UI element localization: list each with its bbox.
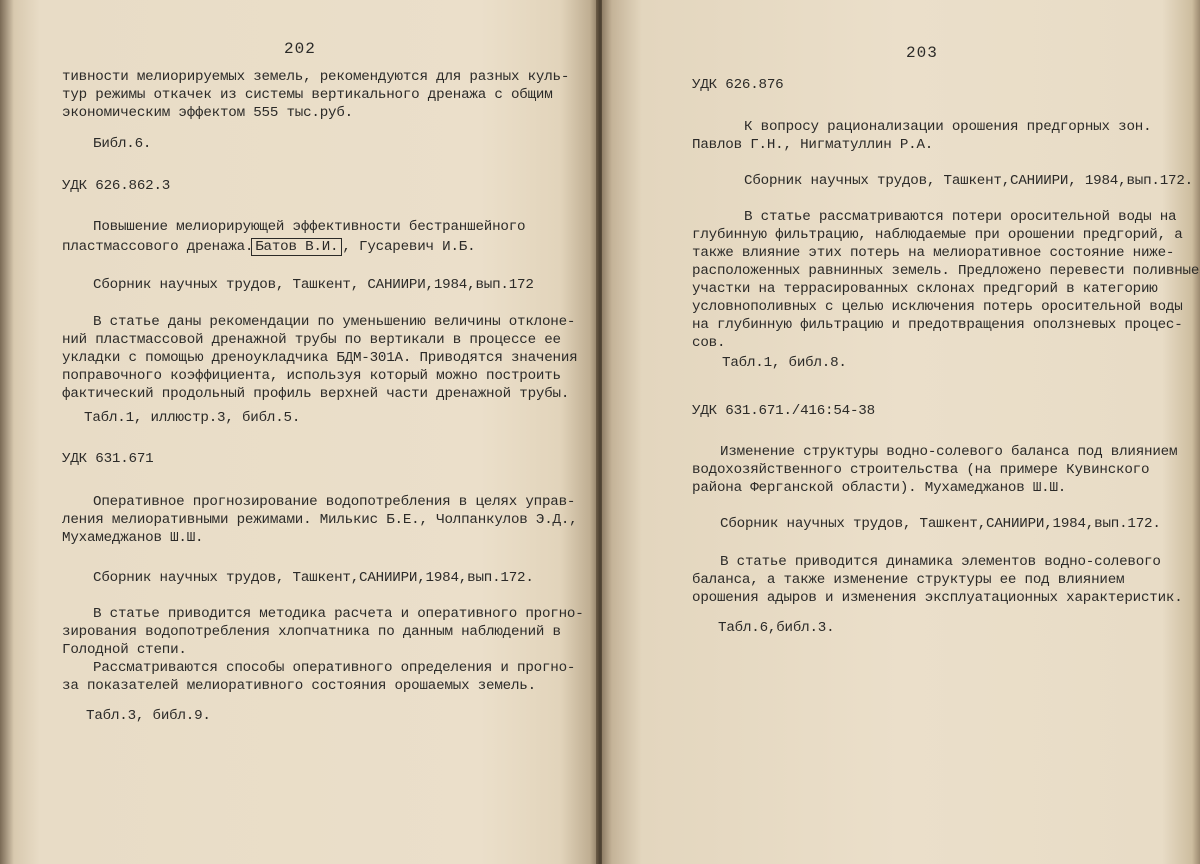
line: района Ферганской области). Мухамеджанов Ш.Ш. — [692, 480, 1067, 496]
line: тур режимы откачек из системы вертикального дренажа с общим — [62, 87, 553, 103]
line: фактический продольный профиль верхней части дренажной трубы. — [62, 386, 570, 402]
line: поправочного коэффициента, используя который можно построить — [62, 368, 561, 384]
line: участки на террасированных склонах предгорий в категорию — [692, 281, 1158, 297]
line: укладки с помощью дреноукладчика БДМ-301А. Приводятся значения — [62, 350, 578, 366]
tables-note: Табл.1, библ.8. — [722, 355, 847, 371]
udc-code: УДК 626.862.3 — [62, 178, 171, 194]
article-title: К вопросу рационализации орошения предгорных зон. — [744, 119, 1152, 135]
co-author: , Гусаревич И.Б. — [342, 239, 476, 255]
source-citation: Сборник научных трудов, Ташкент,САНИИРИ,1984,вып.172. — [720, 516, 1161, 532]
line: расположенных равнинных земель. Предложено перевести поливные — [692, 263, 1200, 279]
line: Изменение структуры водно-солевого баланса под влиянием — [720, 444, 1178, 460]
line: В статье приводится методика расчета и оперативного прогно- — [93, 606, 584, 622]
article-title-authors — [62, 238, 475, 256]
line: орошения адыров и изменения эксплуатационных характеристик. — [692, 590, 1183, 606]
line: водохозяйственного строительства (на примере Кувинского — [692, 462, 1150, 478]
line: ления мелиоративными режимами. Милькис Б.Е., Чолпанкулов Э.Д., — [62, 512, 578, 528]
source-citation: Сборник научных трудов, Ташкент,САНИИРИ,1984,вып.172. — [93, 570, 534, 586]
line: сов. — [692, 335, 726, 351]
line: Рассматриваются способы оперативного определения и прогно- — [93, 660, 576, 676]
article-title: Повышение мелиорирующей эффективности бестраншейного — [93, 219, 526, 235]
right-page — [602, 0, 1200, 864]
line: Оперативное прогнозирование водопотребления в целях управ- — [93, 494, 576, 510]
page-number-left: 202 — [284, 40, 316, 58]
title-end: пластмассового дренажа. — [62, 239, 254, 255]
source-citation: Сборник научных трудов, Ташкент, САНИИРИ,1984,вып.172 — [93, 277, 534, 293]
bibliography-note: Библ.6. — [93, 136, 152, 152]
line: также влияние этих потерь на мелиоративное состояние ниже- — [692, 245, 1175, 261]
udc-code: УДК 626.876 — [692, 77, 784, 93]
line: на глубинную фильтрацию и предотвращения оползневых процес- — [692, 317, 1183, 333]
line: В статье даны рекомендации по уменьшению величины отклоне- — [93, 314, 576, 330]
line: Голодной степи. — [62, 642, 187, 658]
left-page — [0, 0, 598, 864]
line: тивности мелиорируемых земель, рекомендуются для разных куль- — [62, 69, 570, 85]
udc-code: УДК 631.671 — [62, 451, 154, 467]
tables-note: Табл.3, библ.9. — [86, 708, 211, 724]
tables-note: Табл.1, иллюстр.3, библ.5. — [84, 410, 301, 426]
page-number-right: 203 — [906, 44, 938, 62]
highlighted-author: Батов В.И. — [251, 238, 342, 256]
article-authors: Павлов Г.Н., Нигматуллин Р.А. — [692, 137, 934, 153]
line: глубинную фильтрацию, наблюдаемые при орошении предгорий, а — [692, 227, 1183, 243]
tables-note: Табл.6,библ.3. — [718, 620, 835, 636]
source-citation: Сборник научных трудов, Ташкент,САНИИРИ, 1984,вып.172. — [744, 173, 1193, 189]
line: В статье рассматриваются потери оросительной воды на — [744, 209, 1177, 225]
line: Мухамеджанов Ш.Ш. — [62, 530, 204, 546]
line: экономическим эффектом 555 тыс.руб. — [62, 105, 353, 121]
line: условнополивных с целью исключения потерь оросительной воды — [692, 299, 1183, 315]
line: за показателей мелиоративного состояния орошаемых земель. — [62, 678, 536, 694]
line: ний пластмассовой дренажной трубы по вертикали в процессе ее — [62, 332, 561, 348]
line: баланса, а также изменение структуры ее под влиянием — [692, 572, 1125, 588]
line: зирования водопотребления хлопчатника по данным наблюдений в — [62, 624, 561, 640]
line: В статье приводится динамика элементов водно-солевого — [720, 554, 1161, 570]
udc-code: УДК 631.671./416:54-38 — [692, 403, 875, 419]
